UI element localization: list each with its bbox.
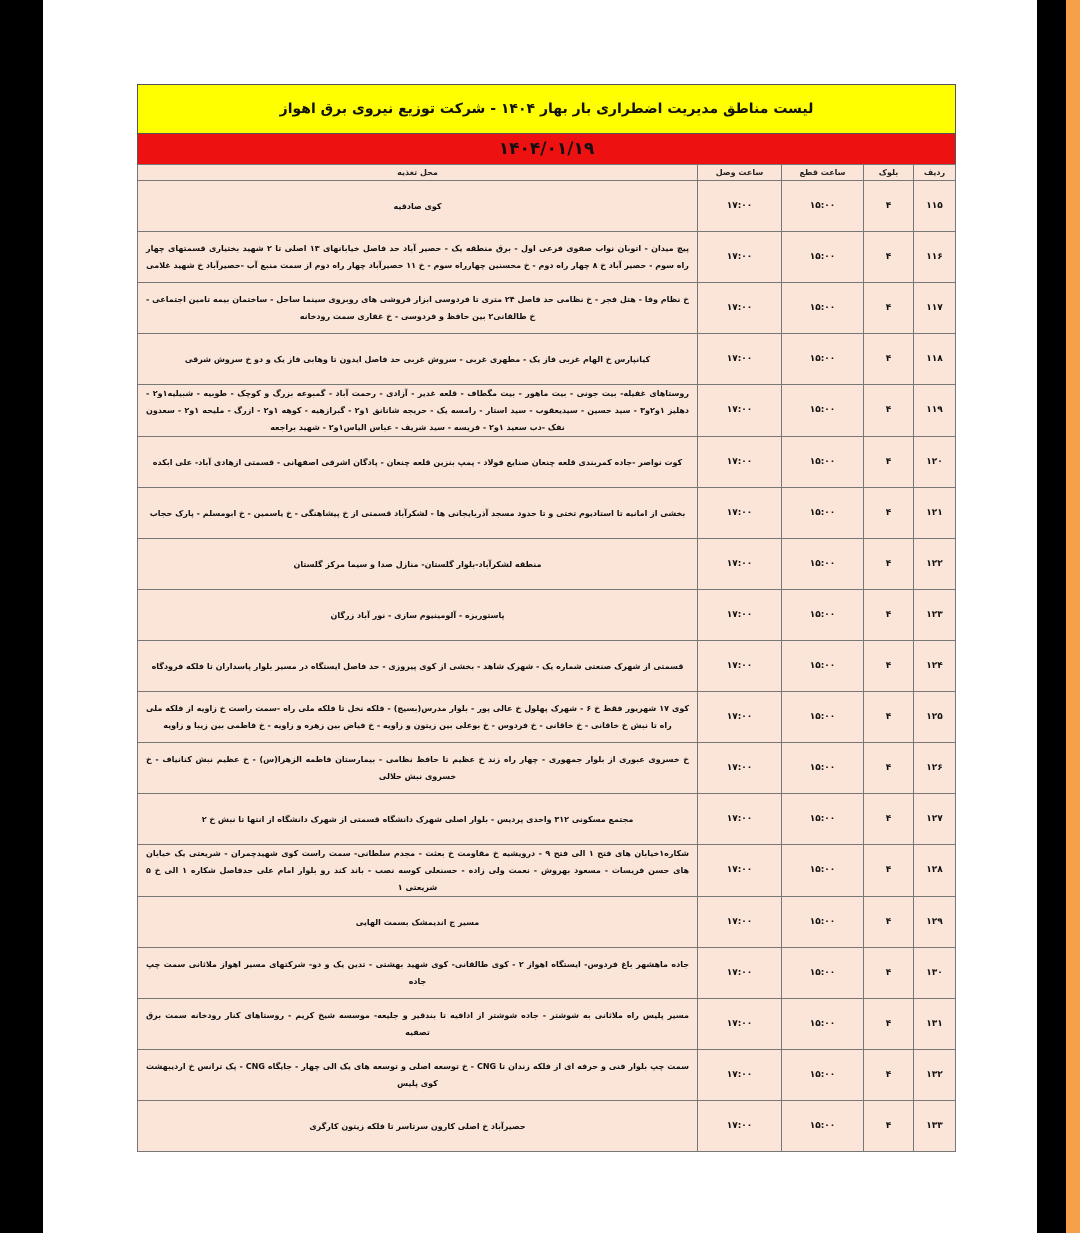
table-body: [138, 181, 956, 1152]
location-cell: منطقه لشکرآباد-بلوار گلستان- منازل صدا و سیما مرکز گلستان: [138, 539, 698, 590]
reconnect-time-cell: ۱۷:۰۰: [698, 794, 782, 845]
header-row-number: ردیف: [914, 165, 956, 181]
cut-time-cell: ۱۵:۰۰: [782, 692, 864, 743]
location-cell: جاده ماهشهر باغ فردوس- ایستگاه اهواز ۲ - کوی طالقانی- کوی شهید بهشتی - تدین یک و دو- شرکتهای مسیر اهواز ملاثانی سمت چپ جاده: [138, 948, 698, 999]
row-number-cell: ۱۳۰: [914, 948, 956, 999]
block-cell: ۴: [864, 743, 914, 794]
row-number-cell: ۱۲۶: [914, 743, 956, 794]
table-row: [138, 385, 956, 437]
location-cell: قسمتی از شهرک صنعتی شماره یک - شهرک شاهد - بخشی از کوی پیروزی - حد فاصل ایستگاه در مسیر بلوار پاسداران تا فلکه فرودگاه: [138, 641, 698, 692]
block-cell: ۴: [864, 385, 914, 437]
cut-time-cell: ۱۵:۰۰: [782, 232, 864, 283]
cut-time-cell: ۱۵:۰۰: [782, 641, 864, 692]
block-cell: ۴: [864, 590, 914, 641]
reconnect-time-cell: ۱۷:۰۰: [698, 539, 782, 590]
location-cell: پاستوریزه - آلومینیوم سازی - نور آباد زرگان: [138, 590, 698, 641]
location-cell: کوی صادقیه: [138, 181, 698, 232]
cut-time-cell: ۱۵:۰۰: [782, 794, 864, 845]
location-cell: مسیر پلیس راه ملاثانی به شوشتر - جاده شوشتر از ادافیه تا بندقیر و جلیعه- موسسه شیخ کریم - روستاهای کنار رودخانه سمت برق تصفیه: [138, 999, 698, 1050]
header-reconnect-time: ساعت وصل: [698, 165, 782, 181]
table-row: [138, 334, 956, 385]
reconnect-time-cell: ۱۷:۰۰: [698, 948, 782, 999]
cut-time-cell: ۱۵:۰۰: [782, 897, 864, 948]
schedule-date: ۱۴۰۴/۰۱/۱۹: [498, 139, 595, 159]
table-row: [138, 641, 956, 692]
row-number-cell: ۱۱۸: [914, 334, 956, 385]
reconnect-time-cell: ۱۷:۰۰: [698, 283, 782, 334]
reconnect-time-cell: ۱۷:۰۰: [698, 590, 782, 641]
row-number-cell: ۱۳۳: [914, 1101, 956, 1152]
block-cell: ۴: [864, 948, 914, 999]
location-cell: حصیرآباد خ اصلی کارون سرتاسر تا فلکه زیتون کارگری: [138, 1101, 698, 1152]
reconnect-time-cell: ۱۷:۰۰: [698, 641, 782, 692]
location-cell: مجتمع مسکونی ۳۱۲ واحدی پردیس - بلوار اصلی شهرک دانشگاه قسمتی از شهرک دانشگاه از انتها تا نبش خ ۲: [138, 794, 698, 845]
location-cell: پیچ میدان - اتوبان نواب صفوی فرعی اول - برق منطقه یک - حصیر آباد حد فاصل خیابانهای ۱۳ اصلی تا ۲ شهید بختیاری قسمتهای چهار راه سوم - حصیر آباد خ ۸ چهار راه دوم - خ محسنین چهارراه سوم - خ ۱۱ حصیرآباد چهار راه دوم از سمت منبع آب -حصیرآباد خ شهید غلامی: [138, 232, 698, 283]
table-row: [138, 794, 956, 845]
cut-time-cell: ۱۵:۰۰: [782, 488, 864, 539]
location-cell: کوت نواصر -جاده کمربندی قلعه چنعان صنایع فولاد - پمپ بنزین قلعه چنعان - پادگان اشرفی اصفهانی - قسمتی ازهادی آباد- علی ابکده: [138, 437, 698, 488]
block-cell: ۴: [864, 794, 914, 845]
row-number-cell: ۱۱۶: [914, 232, 956, 283]
cut-time-cell: ۱۵:۰۰: [782, 845, 864, 897]
header-cut-time: ساعت قطع: [782, 165, 864, 181]
row-number-cell: ۱۳۲: [914, 1050, 956, 1101]
reconnect-time-cell: ۱۷:۰۰: [698, 334, 782, 385]
block-cell: ۴: [864, 641, 914, 692]
location-cell: سمت چپ بلوار فنی و حرفه ای از فلکه زندان تا CNG - خ توسعه اصلی و توسعه های یک الی چهار - جایگاه CNG - پک ترانس خ اردیبهشت کوی پلیس: [138, 1050, 698, 1101]
table-row: [138, 1101, 956, 1152]
reconnect-time-cell: ۱۷:۰۰: [698, 385, 782, 437]
block-cell: ۴: [864, 232, 914, 283]
cut-time-cell: ۱۵:۰۰: [782, 334, 864, 385]
header-location: محل تغذیه: [138, 165, 698, 181]
block-cell: ۴: [864, 437, 914, 488]
block-cell: ۴: [864, 181, 914, 232]
reconnect-time-cell: ۱۷:۰۰: [698, 488, 782, 539]
cut-time-cell: ۱۵:۰۰: [782, 385, 864, 437]
right-frame-accent: [1066, 0, 1080, 1233]
reconnect-time-cell: ۱۷:۰۰: [698, 232, 782, 283]
cut-time-cell: ۱۵:۰۰: [782, 1101, 864, 1152]
reconnect-time-cell: ۱۷:۰۰: [698, 845, 782, 897]
block-cell: ۴: [864, 1050, 914, 1101]
table-row: [138, 181, 956, 232]
row-number-cell: ۱۲۷: [914, 794, 956, 845]
table-row: [138, 999, 956, 1050]
row-number-cell: ۱۲۲: [914, 539, 956, 590]
document-title: لیست مناطق مدیریت اضطراری بار بهار ۱۴۰۴ - شرکت توزیع نیروی برق اهواز: [279, 101, 814, 117]
cut-time-cell: ۱۵:۰۰: [782, 437, 864, 488]
location-cell: خ خسروی عبوری از بلوار جمهوری - چهار راه زند خ عظیم تا حافظ نظامی - بیمارستان فاطمه الزهرا(س) - خ عظیم نبش کنانیاف - خ خسروی نبش حلالی: [138, 743, 698, 794]
row-number-cell: ۱۱۵: [914, 181, 956, 232]
row-number-cell: ۱۱۹: [914, 385, 956, 437]
title-bar: [137, 84, 956, 134]
table-row: [138, 743, 956, 794]
date-bar: [137, 134, 956, 164]
table-row: [138, 948, 956, 999]
cut-time-cell: ۱۵:۰۰: [782, 283, 864, 334]
cut-time-cell: ۱۵:۰۰: [782, 999, 864, 1050]
reconnect-time-cell: ۱۷:۰۰: [698, 437, 782, 488]
table-row: [138, 232, 956, 283]
location-cell: کوی ۱۷ شهریور فقط خ ۶ - شهرک پهلول خ عالی پور - بلوار مدرس(بسیج) - فلکه نخل تا فلکه ملی راه -سمت راست خ زاویه از فلکه ملی راه تا نبش خ خاقانی - خ خاقانی - خ فردوس - خ بوعلی بین زیتون و زاویه - خ فیاض بین زهره و زاویه - خ فاطمی بین زیبا و زاویه: [138, 692, 698, 743]
table-row: [138, 1050, 956, 1101]
table-row: [138, 897, 956, 948]
block-cell: ۴: [864, 999, 914, 1050]
row-number-cell: ۱۲۸: [914, 845, 956, 897]
block-cell: ۴: [864, 897, 914, 948]
row-number-cell: ۱۲۵: [914, 692, 956, 743]
block-cell: ۴: [864, 692, 914, 743]
row-number-cell: ۱۲۹: [914, 897, 956, 948]
location-cell: بخشی از امانیه تا استادیوم تختی و تا حدود مسجد آذربایجانی ها - لشکرآباد قسمتی از خ پیشاهنگی - خ یاسمین - خ ابومسلم - پارک حجاب: [138, 488, 698, 539]
location-cell: شکاره۱خیابان های فتح ۱ الی فتح ۹ - درویشیه خ مقاومت خ بعثت - مجدم سلطانی- سمت راست کوی شهیدچمران - شریعتی یک خیابان های حسن فریسات - مسعود بهروش - نعمت ولی زاده - حسنعلی کوسه نصب - باند کند رو بلوار امام علی حدفاصل شکاره ۱ الی خ ۵ شریعتی ۱: [138, 845, 698, 897]
block-cell: ۴: [864, 283, 914, 334]
row-number-cell: ۱۲۴: [914, 641, 956, 692]
block-cell: ۴: [864, 334, 914, 385]
cut-time-cell: ۱۵:۰۰: [782, 1050, 864, 1101]
reconnect-time-cell: ۱۷:۰۰: [698, 692, 782, 743]
location-cell: روستاهای غفیله- بیت جونی - بیت ماهور - بیت مگطاف - قلعه غدیر - آزادی - رحمت آباد - گمبوعه بزرگ و کوچک - طوبیه - شبیلیه۱و۲ - دهلیز ۱و۲و۳ - سید حسین - سیدیعقوب - سید استار - رامسه یک - حریجه شانانق ۱و۲ - گبرازهیه - کوهه ۱و۲ - ازرگ - ملیحه ۱و۲ - سعدون نفک -دب سعید ۱و۲ - فریسه - سید شریف - عباس الیاس۱و۲ - شهید براجعه: [138, 385, 698, 437]
cut-time-cell: ۱۵:۰۰: [782, 590, 864, 641]
reconnect-time-cell: ۱۷:۰۰: [698, 1101, 782, 1152]
table-row: [138, 437, 956, 488]
row-number-cell: ۱۲۱: [914, 488, 956, 539]
location-cell: خ نظام وفا - هتل فجر - خ نظامی حد فاصل ۲۴ متری تا فردوسی ابزار فروشی های روبروی سینما ساحل - ساختمان بیمه تامین اجتماعی - خ طالقانی۲ بین حافظ و فردوسی - خ غفاری سمت رودخانه: [138, 283, 698, 334]
table-header-row: [138, 165, 956, 181]
left-frame: [0, 0, 43, 1233]
cut-time-cell: ۱۵:۰۰: [782, 743, 864, 794]
row-number-cell: ۱۲۳: [914, 590, 956, 641]
table-row: [138, 539, 956, 590]
reconnect-time-cell: ۱۷:۰۰: [698, 1050, 782, 1101]
block-cell: ۴: [864, 488, 914, 539]
reconnect-time-cell: ۱۷:۰۰: [698, 181, 782, 232]
row-number-cell: ۱۲۰: [914, 437, 956, 488]
row-number-cell: ۱۱۷: [914, 283, 956, 334]
table-row: [138, 692, 956, 743]
schedule-sheet: [137, 84, 956, 1152]
cut-time-cell: ۱۵:۰۰: [782, 948, 864, 999]
cut-time-cell: ۱۵:۰۰: [782, 539, 864, 590]
block-cell: ۴: [864, 1101, 914, 1152]
location-cell: مسیر ج اندیمشک بسمت الهایی: [138, 897, 698, 948]
block-cell: ۴: [864, 845, 914, 897]
table-row: [138, 590, 956, 641]
table-row: [138, 283, 956, 334]
header-block: بلوک: [864, 165, 914, 181]
reconnect-time-cell: ۱۷:۰۰: [698, 999, 782, 1050]
block-cell: ۴: [864, 539, 914, 590]
outage-table: [137, 164, 956, 1152]
location-cell: کیانپارس خ الهام غربی فاز یک - مطهری غربی - سروش غربی حد فاصل ایدون تا وهابی فاز یک و دو خ سروش شرقی: [138, 334, 698, 385]
reconnect-time-cell: ۱۷:۰۰: [698, 743, 782, 794]
table-row: [138, 488, 956, 539]
table-row: [138, 845, 956, 897]
row-number-cell: ۱۳۱: [914, 999, 956, 1050]
cut-time-cell: ۱۵:۰۰: [782, 181, 864, 232]
reconnect-time-cell: ۱۷:۰۰: [698, 897, 782, 948]
